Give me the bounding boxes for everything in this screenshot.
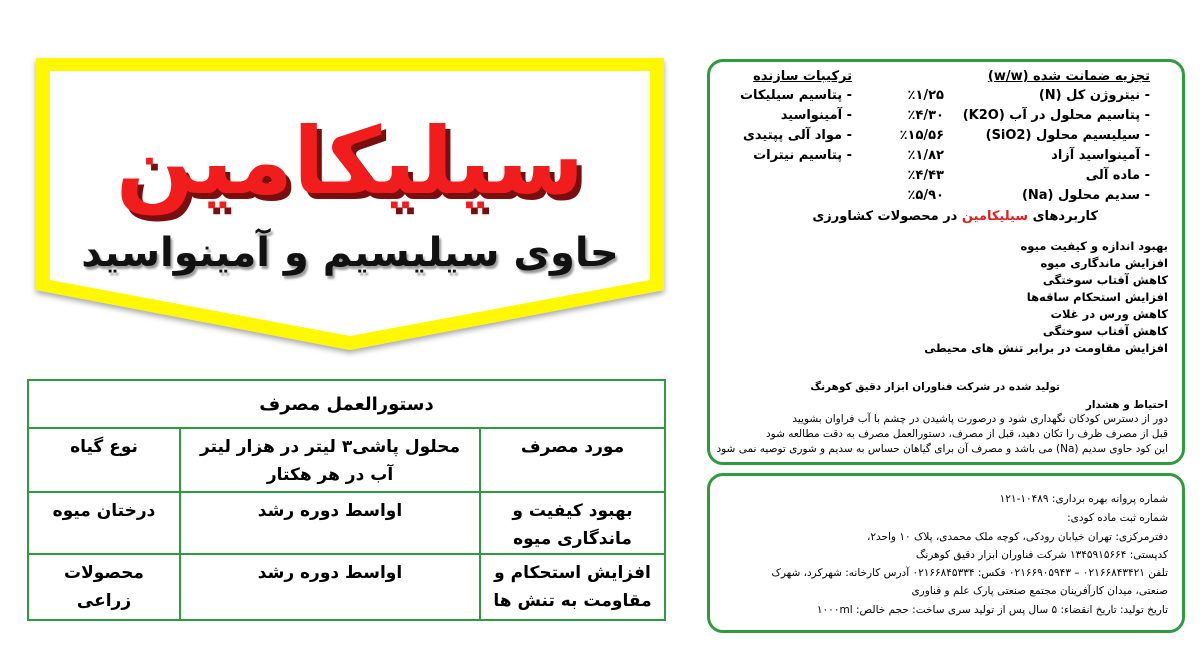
analysis-value: ٪۱/۸۲: [907, 148, 944, 163]
row-usage: افزایش استحکام و مقاومت به تنش ها: [493, 563, 652, 611]
warning-line: دور از دسترس کودکان نگهداری شود و درصورت پاشیدن در چشم با آب فراوان بشویید: [792, 413, 1168, 425]
analysis-item: - ماده آلی: [1085, 168, 1150, 183]
application-item: کاهش آفتاب سوختگی: [1042, 324, 1168, 338]
component-item: - آمینواسید: [780, 108, 852, 123]
producer-text: تولید شده در شرکت فناوران ابزار دقیق کوهرنگ: [810, 381, 1060, 393]
fertilizer-registration: شماره ثبت ماده کودی:: [1067, 512, 1168, 524]
component-item: - پتاسیم نیترات: [753, 148, 852, 163]
application-item: افزایش استحکام ساقه‌ها: [1026, 290, 1168, 304]
applications-brand: سیلیکامین: [961, 209, 1029, 224]
warning-line: قبل از مصرف ظرف را تکان دهید، قبل از مصرف، دستورالعمل مصرف به دقت مطالعه شود: [766, 428, 1168, 440]
row-time: اواسط دوره رشد: [257, 563, 403, 583]
analysis-title: تجزیه ضمانت شده (w/w): [987, 69, 1150, 84]
component-item: - مواد آلی پپتیدی: [742, 128, 852, 143]
applications-title: کاربردهای سیلیکامین در محصولات کشاورزی: [812, 209, 1098, 224]
warnings-title: احتیاط و هشدار: [1085, 399, 1168, 411]
factory-address: صنعتی، میدان کارآفرینان مجتمع صنعتی پارک علم و فناوری: [911, 585, 1168, 597]
component-item: - پتاسیم سیلیکات: [739, 88, 852, 103]
phone-fax-factory: تلفن ۰۲۱۶۶۸۴۳۴۲۱ – ۰۲۱۶۶۹۰۵۹۴۳ فکس: ۰۲۱۶۶۸۴۵۳۳۴ آدرس کارخانه: شهرکرد، شهرک: [771, 567, 1168, 579]
analysis-value: ٪۱۵/۵۶: [899, 128, 944, 143]
analysis-value: ٪۵/۹۰: [907, 188, 944, 203]
analysis-value: ٪۴/۴۳: [907, 168, 944, 183]
application-item: افزایش مقاومت در برابر تنش های محیطی: [924, 341, 1168, 355]
row-plant: درختان میوه: [52, 501, 156, 521]
analysis-value: ٪۱/۲۵: [907, 88, 944, 103]
table-row: [29, 553, 664, 619]
components-title: ترکیبات سازنده: [753, 69, 852, 84]
table-row: [29, 491, 664, 555]
brand-subtitle: حاوی سیلیسیم و آمینواسید: [81, 230, 619, 276]
central-office-address: دفترمرکزی: تهران خیابان رودکی، کوچه ملک محمدی، پلاک ۱۰ واحد۲،: [866, 531, 1168, 543]
analysis-item: - سدیم محلول (Na): [1021, 188, 1150, 203]
registration-label-panel: [707, 473, 1185, 633]
header-dose: محلول پاشی۳ لیتر در هزار لیتر آب در هر هکتار: [200, 437, 460, 485]
application-item: کاهش آفتاب سوختگی: [1042, 273, 1168, 287]
table-header-row: [29, 427, 664, 493]
analysis-item: - سیلیسیم محلول (SiO2): [985, 128, 1150, 143]
header-usage: مورد مصرف: [520, 437, 625, 457]
table-title: دستورالعمل مصرف: [259, 394, 434, 415]
header-plant: نوع گیاه: [70, 437, 138, 457]
product-banner: [30, 52, 670, 357]
warning-line: این کود حاوی سدیم (Na) می باشد و مصرف آن برای گیاهان حساس به سدیم و شوری توصیه نمی شود: [716, 443, 1168, 455]
analysis-item: - نیتروژن کل (N): [1038, 88, 1150, 103]
analysis-item: - پتاسیم محلول در آب (K2O): [962, 108, 1150, 123]
row-plant: محصولات زراعی: [64, 563, 144, 611]
postal-code: کدپستی: ۱۳۴۵۹۱۵۶۶۴ شرکت فناوران ابزار دقیق کوهرنگ: [915, 549, 1168, 561]
analysis-item: - آمینواسید آزاد: [1051, 148, 1150, 163]
brand-title: سیلیکامین: [115, 108, 585, 215]
production-details: تاریخ تولید: تاریخ انقضاء: ۵ سال پس از تولید سری ساخت: حجم خالص: ۱۰۰۰ml: [816, 604, 1168, 616]
application-item: بهبود اندازه و کیفیت میوه: [1020, 239, 1168, 253]
row-usage: بهبود کیفیت و ماندگاری میوه: [512, 501, 633, 549]
application-item: کاهش ورس در غلات: [1050, 307, 1168, 321]
analysis-value: ٪۴/۳۰: [907, 108, 944, 123]
product-info-panel: [707, 59, 1185, 465]
license-number: شماره پروانه بهره برداری: ۱۰۴۸۹-۱۲۱: [999, 493, 1168, 505]
row-time: اواسط دوره رشد: [257, 501, 403, 521]
application-item: افزایش ماندگاری میوه: [1040, 256, 1168, 270]
usage-instructions-table: [27, 379, 666, 621]
